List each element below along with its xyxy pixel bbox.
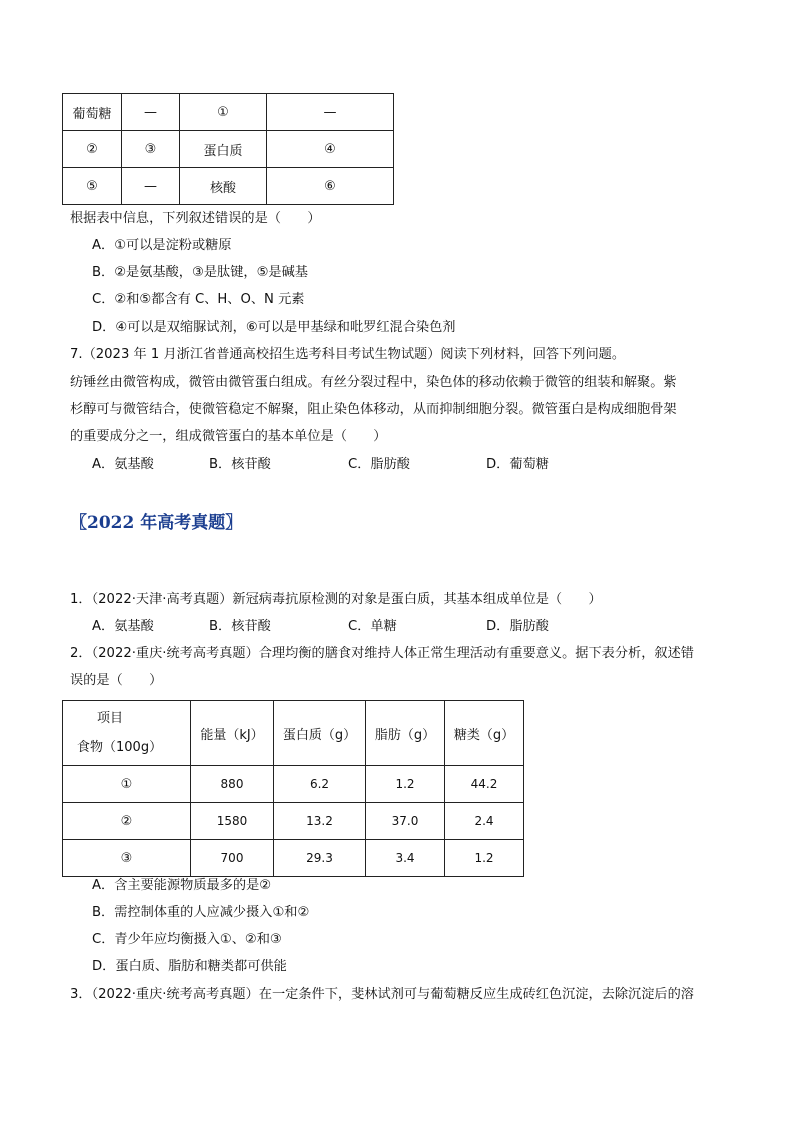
table-cell: 蛋白质 [180, 131, 267, 168]
table-cell: 1.2 [445, 840, 524, 877]
q6-option-a: A．①可以是淀粉或糖原 [92, 238, 232, 253]
table-cell: ③ [122, 131, 180, 168]
q1-option-c: C．单糖 [348, 619, 397, 634]
question-2-text: 误的是（ ） [70, 673, 163, 688]
table-cell: ③ [63, 840, 191, 877]
table-row [63, 840, 524, 877]
table-cell: 13.2 [274, 803, 366, 840]
table-cell: 37.0 [366, 803, 445, 840]
question-6-stem: 根据表中信息，下列叙述错误的是（ ） [70, 211, 321, 226]
table-cell: ④ [267, 131, 394, 168]
table-cell: 44.2 [445, 766, 524, 803]
table-1 [62, 93, 394, 205]
q2-option-a: A．含主要能源物质最多的是② [92, 878, 272, 893]
table-row [63, 131, 394, 168]
table-cell: ② [63, 131, 122, 168]
table-row [63, 168, 394, 205]
header-food-label: 食物（100g） [77, 740, 163, 755]
table-cell: 700 [191, 840, 274, 877]
q2-option-c: C．青少年应均衡摄入①、②和③ [92, 932, 282, 947]
table-header-row [63, 701, 524, 766]
table-cell: 6.2 [274, 766, 366, 803]
question-7-stem: 7.（2023 年 1 月浙江省普通高校招生选考科目考试生物试题）阅读下列材料，回答下列问题。 [70, 347, 626, 362]
q1-option-d: D．脂肪酸 [486, 619, 549, 634]
table-cell: 880 [191, 766, 274, 803]
table-cell: ① [180, 94, 267, 131]
question-7-text: 杉醇可与微管结合，使微管稳定不解聚，阻止染色体移动，从而抑制细胞分裂。微管蛋白是构成细胞骨架 [70, 402, 677, 417]
q2-option-d: D．蛋白质、脂肪和糖类都可供能 [92, 959, 287, 974]
table-cell: ⑤ [63, 168, 122, 205]
table-cell: — [122, 94, 180, 131]
table-header-cell: 蛋白质（g） [274, 701, 366, 766]
table-cell: 1.2 [366, 766, 445, 803]
table-cell: 29.3 [274, 840, 366, 877]
q7-option-a: A．氨基酸 [92, 457, 154, 472]
q6-option-b: B．②是氨基酸，③是肽键，⑤是碱基 [92, 265, 308, 280]
table-header-cell: 糖类（g） [445, 701, 524, 766]
table-cell: ② [63, 803, 191, 840]
table-cell: 3.4 [366, 840, 445, 877]
table-row [63, 94, 394, 131]
table-cell: 核酸 [180, 168, 267, 205]
table-cell: 2.4 [445, 803, 524, 840]
question-7-text: 的重要成分之一，组成微管蛋白的基本单位是（ ） [70, 429, 387, 444]
q2-option-b: B．需控制体重的人应减少摄入①和② [92, 905, 310, 920]
q1-option-a: A．氨基酸 [92, 619, 154, 634]
q7-option-b: B．核苷酸 [209, 457, 271, 472]
table-row [63, 803, 524, 840]
q7-option-d: D．葡萄糖 [486, 457, 549, 472]
table-cell: — [267, 94, 394, 131]
nutrition-table [62, 700, 524, 877]
section-heading: 〖2022 年高考真题〗 [70, 513, 243, 533]
q6-option-c: C．②和⑤都含有 C、H、O、N 元素 [92, 292, 305, 307]
q6-option-d: D．④可以是双缩脲试剂，⑥可以是甲基绿和吡罗红混合染色剂 [92, 320, 456, 335]
question-3-stem: 3．（2022·重庆·统考高考真题）在一定条件下，斐林试剂可与葡萄糖反应生成砖红色沉淀，去除沉淀后的溶 [70, 987, 694, 1002]
question-7-text: 纺锤丝由微管构成，微管由微管蛋白组成。有丝分裂过程中，染色体的移动依赖于微管的组装和解聚。紫 [70, 375, 677, 390]
table-header-cell [63, 701, 191, 766]
q7-option-c: C．脂肪酸 [348, 457, 410, 472]
header-item-label: 项目 [97, 711, 124, 726]
table-cell: 葡萄糖 [63, 94, 122, 131]
table-cell: — [122, 168, 180, 205]
table-header-cell: 脂肪（g） [366, 701, 445, 766]
table-cell: ⑥ [267, 168, 394, 205]
table-cell: ① [63, 766, 191, 803]
table-cell: 1580 [191, 803, 274, 840]
question-1-stem: 1．（2022·天津·高考真题）新冠病毒抗原检测的对象是蛋白质，其基本组成单位是（ ） [70, 592, 602, 607]
table-header-cell: 能量（kJ） [191, 701, 274, 766]
q1-option-b: B．核苷酸 [209, 619, 271, 634]
question-2-stem: 2．（2022·重庆·统考高考真题）合理均衡的膳食对维持人体正常生理活动有重要意义。据下表分析，叙述错 [70, 646, 694, 661]
table-row [63, 766, 524, 803]
